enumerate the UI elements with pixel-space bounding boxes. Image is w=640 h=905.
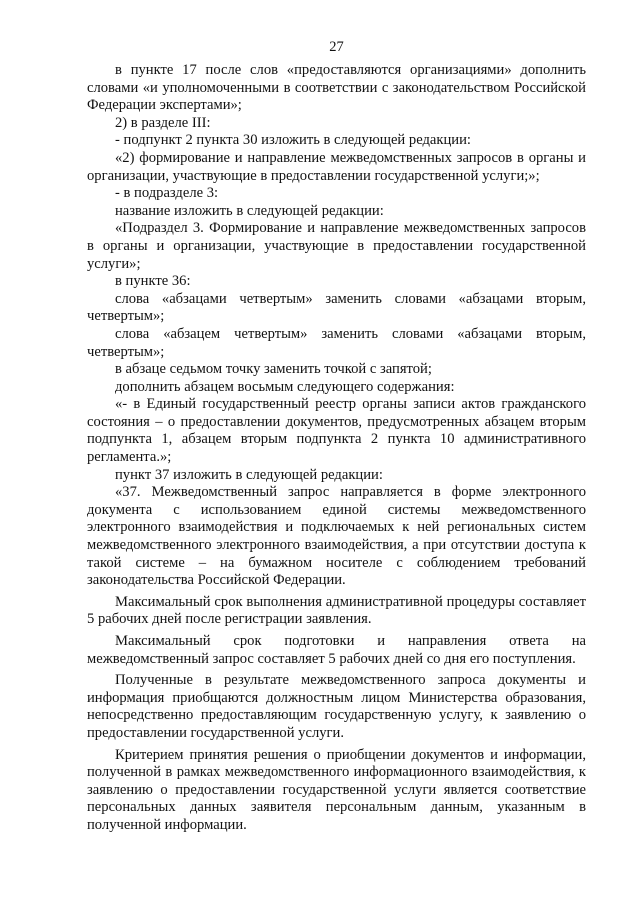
paragraph: - в подразделе 3:	[115, 185, 219, 202]
paragraph: в пункте 36:	[115, 273, 191, 290]
paragraph: «- в Единый государственный реестр органы записи актов гражданского состояния – о предоставлении документов, предусмотренных абзацем вторым подпункта 1, абзацем вторым подпункта 2 пункта 10 административного регламента.»;	[87, 396, 586, 466]
paragraph: Полученные в результате межведомственного запроса документы и информация приобщаются должностным лицом Министерства образования, непосредственно предоставляющим государственную услугу, к заявлению о предоставлении государственной услуги.	[87, 672, 586, 741]
paragraph: «2) формирование и направление межведомственных запросов в органы и организации, участвующие в предоставлении государственной услуги;»;	[87, 149, 586, 184]
paragraph: «37. Межведомственный запрос направляется в форме электронного документа с использованием единой системы межведомственного электронного взаимодействия и подключаемых к ней региональных систем межведомственного электронного взаимодействия, а при отсутствии доступа к такой системе – на бумажном носителе с соблюдением требований законодательства Российской Федерации.	[87, 484, 586, 589]
paragraph: слова «абзацами четвертым» заменить словами «абзацами вторым, четвертым»;	[87, 290, 586, 325]
paragraph: Максимальный срок выполнения административной процедуры составляет 5 рабочих дней после регистрации заявления.	[87, 593, 586, 628]
paragraph: «Подраздел 3. Формирование и направление межведомственных запросов в органы и организации, участвующие в предоставлении государственной услуги»;	[87, 220, 586, 272]
paragraph: Критерием принятия решения о приобщении документов и информации, полученной в рамках межведомственного информационного взаимодействия, к заявлению о предоставлении государственной услуги является соответствие персональных данных заявителя персональным данным, указанным в полученной информации.	[87, 746, 586, 833]
paragraph: название изложить в следующей редакции:	[115, 202, 384, 219]
paragraph: Максимальный срок подготовки и направления ответа на межведомственный запрос составляет 5 рабочих дней со дня его поступления.	[87, 633, 586, 667]
paragraph: в пункте 17 после слов «предоставляются организациями» дополнить словами «и уполномоченными в соответствии с законодательством Российской Федерации экспертами»;	[87, 62, 586, 114]
paragraph: слова «абзацем четвертым» заменить словами «абзацами вторым, четвертым»;	[87, 325, 586, 360]
document-body	[87, 62, 586, 835]
page-number: 27	[329, 39, 344, 55]
paragraph: - подпункт 2 пункта 30 изложить в следующей редакции:	[115, 132, 471, 149]
paragraph: в абзаце седьмом точку заменить точкой с запятой;	[115, 361, 432, 378]
paragraph: пункт 37 изложить в следующей редакции:	[115, 466, 383, 483]
paragraph: 2) в разделе III:	[115, 114, 211, 131]
paragraph: дополнить абзацем восьмым следующего содержания:	[115, 378, 455, 395]
